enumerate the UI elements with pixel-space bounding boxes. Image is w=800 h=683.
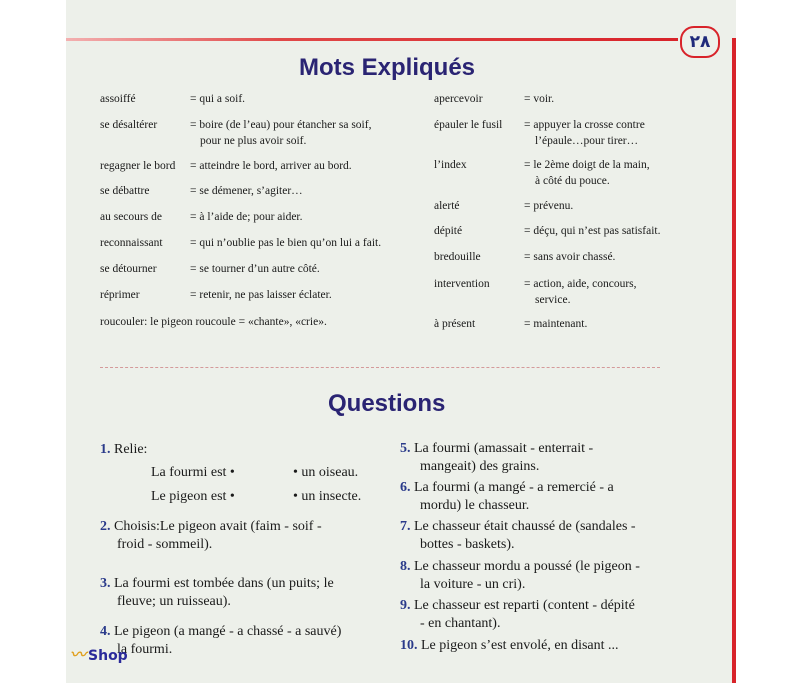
vocab-def: = se démener, s’agiter… [190, 185, 303, 197]
question-text-cont: la fourmi. [117, 642, 173, 657]
vocab-def: = appuyer la crosse contre [524, 119, 645, 131]
vocab-term: se désaltérer [100, 119, 158, 131]
match-item-right: • un oiseau. [293, 465, 359, 480]
vocab-def: = le 2ème doigt de la main, [524, 159, 650, 171]
vocab-term: au secours de [100, 211, 162, 223]
page-number-badge: ٢٨ [680, 26, 720, 58]
question-text: Le chasseur était chaussé de (sandales - [414, 519, 636, 534]
question-text-cont: froid - sommeil). [117, 537, 213, 552]
question-text: Choisis:Le pigeon avait (faim - soif - [114, 519, 322, 534]
question-number: 4. [100, 624, 111, 639]
question-text: La fourmi est tombée dans (un puits; le [114, 576, 334, 591]
match-item-left: Le pigeon est • [151, 489, 235, 504]
vocab-def: = déçu, qui n’est pas satisfait. [524, 225, 661, 237]
question-text-cont: bottes - baskets). [420, 537, 515, 552]
question-10 [400, 637, 680, 655]
vocab-term: reconnaissant [100, 237, 163, 249]
vocab-term: à présent [434, 318, 476, 330]
vocab-term: dépité [434, 225, 463, 237]
question-9 [400, 597, 680, 633]
question-number: 9. [400, 598, 411, 613]
section-divider [100, 367, 660, 368]
vocab-def-cont: pour ne plus avoir soif. [200, 135, 307, 147]
vocab-term: alerté [434, 200, 460, 212]
vocab-term: apercevoir [434, 93, 483, 105]
vocab-def-cont: service. [535, 294, 571, 306]
question-text: Le chasseur mordu a poussé (le pigeon - [414, 559, 640, 574]
question-text-cont: la voiture - un cri). [420, 577, 526, 592]
vocab-def: = action, aide, concours, [524, 278, 637, 290]
question-text: La fourmi (a mangé - a remercié - a [414, 480, 614, 495]
question-2 [100, 518, 372, 554]
vocab-def: = maintenant. [524, 318, 588, 330]
vocab-def: = à l’aide de; pour aider. [190, 211, 303, 223]
question-text: Relie: [114, 442, 148, 457]
question-4 [100, 623, 372, 659]
question-number: 10. [400, 638, 418, 653]
match-item-right: • un insecte. [293, 489, 362, 504]
swoosh-icon: 〰 [70, 645, 87, 664]
vocab-def: = sans avoir chassé. [524, 251, 616, 263]
question-7 [400, 518, 680, 554]
book-page [66, 0, 736, 683]
question-3 [100, 575, 372, 611]
vocab-def-cont: l’épaule…pour tirer… [535, 135, 639, 147]
question-text: Le pigeon (a mangé - a chassé - a sauvé) [114, 624, 342, 639]
question-5 [400, 440, 680, 476]
question-number: 6. [400, 480, 411, 495]
vocab-term: réprimer [100, 289, 140, 301]
question-text: Le chasseur est reparti (content - dépité [414, 598, 635, 613]
vocab-term: bredouille [434, 251, 481, 263]
vocab-term: l’index [434, 159, 467, 171]
vocab-def: = qui n’oublie pas le bien qu’on lui a fait. [190, 237, 382, 249]
question-1 [100, 441, 372, 459]
question-number: 8. [400, 559, 411, 574]
logo-text: Shop [88, 648, 128, 664]
vocab-def-cont: à côté du pouce. [535, 175, 610, 187]
vocab-term: épauler le fusil [434, 119, 503, 131]
shop-logo [70, 642, 128, 665]
vocab-def: = retenir, ne pas laisser éclater. [190, 289, 332, 301]
question-8 [400, 558, 680, 594]
question-text: La fourmi (amassait - enterrait - [414, 441, 594, 456]
vocab-term: assoiffé [100, 93, 136, 105]
vocab-left-column [100, 0, 440, 360]
question-text-cont: mangeait) des grains. [420, 459, 540, 474]
vocab-def: = se tourner d’un autre côté. [190, 263, 320, 275]
vocab-def: = voir. [524, 93, 555, 105]
vocab-term: regagner le bord [100, 160, 176, 172]
vocab-right-column [434, 0, 734, 360]
vocab-def: = qui a soif. [190, 93, 246, 105]
vocab-note: roucouler: le pigeon roucoule = «chante», «crie». [100, 316, 327, 328]
vocab-def: = atteindre le bord, arriver au bord. [190, 160, 352, 172]
vocab-term: se détourner [100, 263, 157, 275]
question-number: 3. [100, 576, 111, 591]
question-6 [400, 479, 680, 515]
question-text: Le pigeon s’est envolé, en disant ... [421, 638, 619, 653]
question-number: 7. [400, 519, 411, 534]
question-text-cont: fleuve; un ruisseau). [117, 594, 231, 609]
vocab-term: intervention [434, 278, 490, 290]
vocab-def: = boire (de l’eau) pour étancher sa soif, [190, 119, 372, 131]
question-number: 5. [400, 441, 411, 456]
question-text-cont: - en chantant). [420, 616, 501, 631]
vocab-def: = prévenu. [524, 200, 574, 212]
question-number: 2. [100, 519, 111, 534]
question-text-cont: mordu) le chasseur. [420, 498, 530, 513]
question-number: 1. [100, 442, 111, 457]
section-title-questions: Questions [328, 390, 446, 417]
match-item-left: La fourmi est • [151, 465, 235, 480]
vocab-term: se débattre [100, 185, 150, 197]
section-title-mots: Mots Expliqués [299, 54, 476, 81]
